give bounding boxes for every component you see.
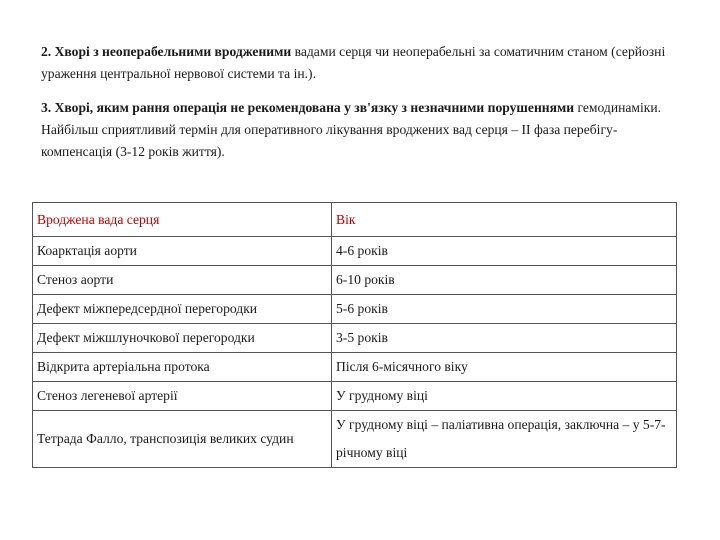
defect-cell: Дефект міжпередсердної перегородки: [33, 295, 332, 324]
defect-cell: Стеноз аорти: [33, 266, 332, 295]
age-cell: 4-6 років: [332, 237, 677, 266]
table-row: [33, 411, 677, 468]
header-age: Вік: [332, 203, 677, 237]
table-row: [33, 266, 677, 295]
age-cell: У грудному віці: [332, 382, 677, 411]
paragraph-text: вадами серця чи неоперабельні за соматичним станом (серйозні ураження центральної нервової системи та ін.).: [41, 44, 666, 81]
heart-defects-table: [32, 202, 677, 468]
defect-cell: Тетрада Фалло, транспозиція великих судин: [33, 411, 332, 468]
table-row: [33, 353, 677, 382]
table-row: [33, 382, 677, 411]
defect-cell: Відкрита артеріальна протока: [33, 353, 332, 382]
table-row: [33, 324, 677, 353]
defect-cell: Стеноз легеневої артерії: [33, 382, 332, 411]
paragraph-group-2: [41, 41, 681, 85]
age-cell: 5-6 років: [332, 295, 677, 324]
age-cell: Після 6-місячного віку: [332, 353, 677, 382]
defect-cell: Дефект міжшлуночкової перегородки: [33, 324, 332, 353]
age-cell: У грудному віці – паліативна операція, заключна – у 5-7-річному віці: [332, 411, 677, 468]
paragraph-text: гемодинаміки. Найбільш сприятливий термін для оперативного лікування вроджених вад серця – ІІ фаза перебігу-компенсація (3-12 років життя).: [41, 100, 662, 159]
table-row: [33, 295, 677, 324]
age-cell: 6-10 років: [332, 266, 677, 295]
table-header-row: [33, 203, 677, 237]
age-cell: 3-5 років: [332, 324, 677, 353]
paragraph-bold-text: 3. Хворі, яким рання операція не рекомендована у зв'язку з незначними порушеннями: [41, 100, 575, 115]
header-defect: Вроджена вада серця: [33, 203, 332, 237]
paragraph-bold-text: 2. Хворі з неоперабельними вродженими: [41, 44, 292, 59]
table-row: [33, 237, 677, 266]
paragraph-group-3: [41, 97, 681, 163]
defect-cell: Коарктація аорти: [33, 237, 332, 266]
